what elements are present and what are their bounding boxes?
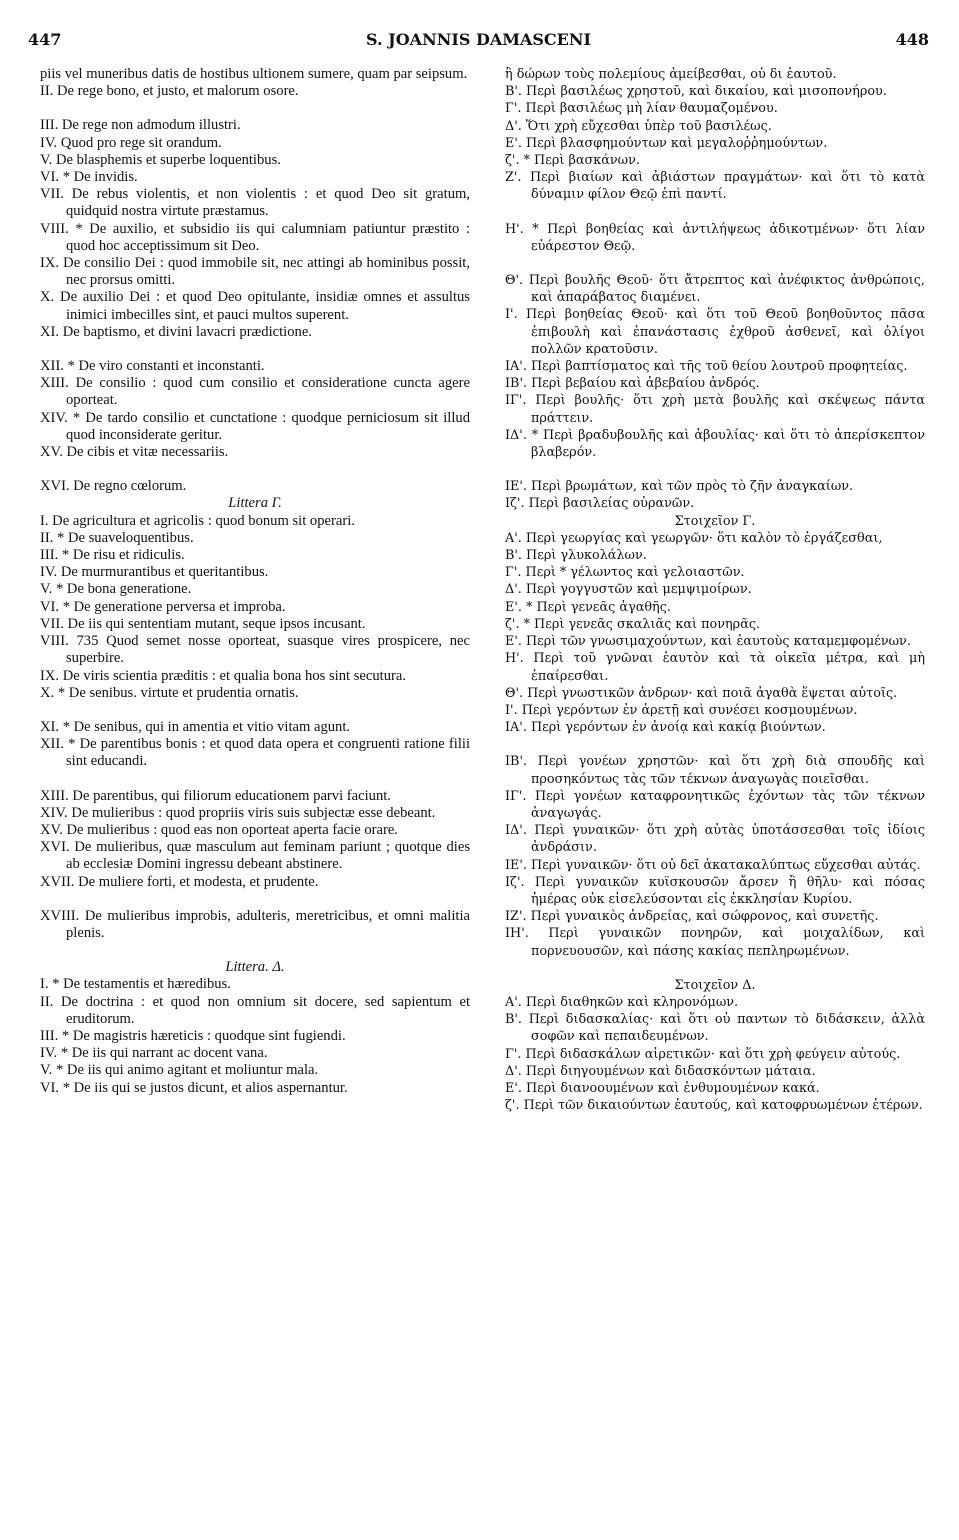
greek-list-item: Ε'. Περὶ βλασφημούντων καὶ μεγαλοῤῥημούντων. xyxy=(505,135,828,151)
left-page-number: 447 xyxy=(28,30,62,49)
latin-list-item: VI. * De generatione perversa et improba. xyxy=(40,598,286,615)
spacer xyxy=(505,255,925,272)
latin-list-item: piis vel muneribus datis de hostibus ultionem sumere, quam par seipsum. xyxy=(40,66,468,82)
latin-list-item: XVI. De mulieribus, quæ masculum aut feminam pariunt ; quotque dies ab ecclesiæ Domini ingressu debeant abstinere. xyxy=(40,839,470,873)
latin-list-item: I. * De testamentis et hæredibus. xyxy=(40,976,231,993)
greek-list-item: ΙΒ'. Περὶ γονέων χρηστῶν· καὶ ὅτι χρὴ διὰ σπουδῆς καὶ προσηκόντως τὰς τῶν τέκνων ἀναγωγὰς ποιεῖσθαι. xyxy=(505,754,925,787)
greek-list-item: ἢ δώρων τοὺς πολεμίους ἀμείβεσθαι, οὐ δι ἑαυτοῦ. xyxy=(505,67,837,82)
latin-list-item: V. * De iis qui animo agitant et moliuntur mala. xyxy=(40,1062,319,1079)
latin-list-item: III. * De magistris hæreticis : quodque sint fugiendi. xyxy=(40,1027,346,1044)
greek-list-item: Γ'. Περὶ βασιλέως μὴ λίαν θαυμαζομένου. xyxy=(505,101,778,117)
greek-list-item: Ε'. Περὶ διανοουμένων καὶ ἐνθυμουμένων κακά. xyxy=(505,1080,820,1096)
latin-list-item: VI. * De invidis. xyxy=(40,169,138,186)
spacer xyxy=(505,960,925,977)
greek-list-item: Β'. Περὶ βασιλέως χρηστοῦ, καὶ δικαίου, καὶ μισοπονήρου. xyxy=(505,84,887,100)
latin-list-item: IV. * De iis qui narrant ac docent vana. xyxy=(40,1045,268,1062)
latin-list-item: XIV. De mulieribus : quod propriis viris suis subjectæ esse debeant. xyxy=(40,804,436,821)
greek-list-item: Β'. Περὶ γλυκολάλων. xyxy=(505,548,647,564)
latin-list-item: XI. * De senibus, qui in amentia et vitio vitam agunt. xyxy=(40,718,351,735)
greek-list-item: ζ'. * Περὶ γενεᾶς σκαλιᾶς καὶ πονηρᾶς. xyxy=(505,616,761,632)
greek-list-item: Ι'. Περὶ βοηθείας Θεοῦ· καὶ ὅτι τοῦ Θεοῦ βοηθοῦντος πᾶσα ἐπιβουλὴ καὶ ἐπανάστασις ἐχθροῦ ἀσθενεῖ, καὶ ὀλίγοι πολλῶν κρατοῦσιν. xyxy=(505,307,925,357)
greek-list-item: Δ'. Περὶ γογγυστῶν καὶ μεμψιμοίρων. xyxy=(505,582,752,598)
greek-list-item: ΙΕ'. Περὶ βρωμάτων, καὶ τῶν πρὸς τὸ ζῆν ἀναγκαίων. xyxy=(505,479,854,495)
greek-list-item: Ζ'. Περὶ βιαίων καὶ ἀβιάστων πραγμάτων· καὶ ὅτι τὸ κατὰ δύναμιν φίλον Θεῷ ἐπὶ παντί. xyxy=(505,170,925,203)
latin-list-item: VII. De iis qui sententiam mutant, seque ipsos incusant. xyxy=(40,615,366,632)
greek-list-item: Δ'. Ὅτι χρὴ εὔχεσθαι ὑπὲρ τοῦ βασιλέως. xyxy=(505,118,772,134)
latin-list-item: IV. De murmurantibus et queritantibus. xyxy=(40,564,269,581)
latin-list-item: IX. De consilio Dei : quod immobile sit, nec attingi ab hominibus possit, nec prorsus omitti. xyxy=(40,255,470,289)
latin-list-item: X. * De senibus. virtute et prudentia ornatis. xyxy=(40,684,299,701)
greek-section-heading: Στοιχεῖον Δ. xyxy=(674,977,756,993)
spacer xyxy=(505,736,925,753)
spacer xyxy=(40,100,470,117)
page-header xyxy=(28,30,929,56)
latin-section-heading: Littera Γ. xyxy=(228,495,282,512)
latin-list-item: IX. De viris scientia præditis : et qualia bona hos sint secutura. xyxy=(40,667,406,684)
greek-list-item: Ε'. Περὶ τῶν γνωσιμαχούντων, καὶ ἑαυτοὺς καταμεμφομένων. xyxy=(505,634,911,650)
latin-list-item: VII. De rebus violentis, et non violentis : et quod Deo sit gratum, quidquid nostra virtute præstamus. xyxy=(40,186,470,220)
spacer xyxy=(40,702,470,719)
right-page-number: 448 xyxy=(895,30,929,49)
greek-list-item: Α'. Περὶ διαθηκῶν καὶ κληρονόμων. xyxy=(505,994,739,1010)
spacer xyxy=(505,204,925,221)
greek-list-item: ΙΖ'. Περὶ γυναικὸς ἀνδρείας, καὶ σώφρονος, καὶ συνετῆς. xyxy=(505,909,879,925)
latin-list-item: III. De rege non admodum illustri. xyxy=(40,117,241,134)
greek-list-item: ΙΗ'. Περὶ γυναικῶν πονηρῶν, καὶ μοιχαλίδων, καὶ πορνευουσῶν, καὶ πάσης κακίας πεπληρωμένων. xyxy=(505,926,925,959)
greek-list-item: Ι'. Περὶ γερόντων ἐν ἀρετῇ καὶ συνέσει κοσμουμένων. xyxy=(505,702,858,718)
latin-list-item: XVI. De regno cœlorum. xyxy=(40,478,187,495)
greek-section-heading: Στοιχεῖον Γ. xyxy=(674,513,756,529)
latin-list-item: XII. * De viro constanti et inconstanti. xyxy=(40,358,265,375)
greek-list-item: Δ'. Περὶ διηγουμένων καὶ διδασκόντων μάταια. xyxy=(505,1063,816,1079)
greek-list-item: Γ'. Περὶ διδασκάλων αἱρετικῶν· καὶ ὅτι χρὴ φεύγειν αὐτούς. xyxy=(505,1046,901,1062)
latin-list-item: XVIII. De mulieribus improbis, adulteris, meretricibus, et omni malitia plenis. xyxy=(40,907,470,941)
latin-list-item: VIII. 735 Quod semet nosse oporteat, suasque vires prospicere, nec superbire. xyxy=(40,633,470,667)
greek-list-item: Θ'. Περὶ γνωστικῶν ἀνδρων· καὶ ποιᾶ ἀγαθὰ ἕψεται αὐτοῖς. xyxy=(505,685,898,701)
spacer xyxy=(40,891,470,908)
greek-list-item: ΙΑ'. Περὶ βαπτίσματος καὶ τῆς τοῦ θείου λουτροῦ προφητείας. xyxy=(505,359,908,375)
latin-list-item: II. De rege bono, et justo, et malorum osore. xyxy=(40,83,299,100)
latin-list-item: II. * De suaveloquentibus. xyxy=(40,529,194,546)
spacer xyxy=(40,461,470,478)
latin-list-item: VIII. * De auxilio, et subsidio iis qui calumniam patiuntur præstito : quod hoc acceptissimum sit Deo. xyxy=(40,220,470,254)
greek-list-item: ζ'. Περὶ τῶν δικαιούντων ἑαυτούς, καὶ κατοφρυωμένων ἑτέρων. xyxy=(505,1098,923,1114)
latin-section-heading: Littera. Δ. xyxy=(225,959,285,976)
latin-list-item: III. * De risu et ridiculis. xyxy=(40,547,185,564)
greek-list-item: ζ'. * Περὶ βασκάνων. xyxy=(505,153,640,169)
greek-list-item: Ιζ'. Περὶ βασιλείας οὐρανῶν. xyxy=(505,496,695,512)
greek-list-item: Θ'. Περὶ βουλῆς Θεοῦ· ὅτι ἄτρεπτος καὶ ἀνέφικτος ἀνθρώποις, καὶ ἀπαράβατος διαμένει. xyxy=(505,273,925,306)
greek-list-item: ΙΓ'. Περὶ βουλῆς· ὅτι χρὴ μετὰ βουλῆς καὶ σκέψεως πάντα πράττειν. xyxy=(505,393,925,426)
latin-list-item: I. De agricultura et agricolis : quod bonum sit operari. xyxy=(40,512,355,529)
greek-list-item: ΙΔ'. Περὶ γυναικῶν· ὅτι χρὴ αὐτὰς ὑποτάσσεσθαι τοῖς ἰδίοις ἀνδράσιν. xyxy=(505,823,925,856)
greek-list-item: ΙΔ'. * Περὶ βραδυβουλῆς καὶ ἀβουλίας· καὶ ὅτι τὸ ἀπερίσκεπτον βλαβερόν. xyxy=(505,427,925,461)
latin-list-item: XVII. De muliere forti, et modesta, et prudente. xyxy=(40,873,319,890)
greek-list-item: ΙΕ'. Περὶ γυναικῶν· ὅτι οὐ δεῖ ἀκατακαλύπτως εὔχεσθαι αὐτάς. xyxy=(505,857,921,873)
spacer xyxy=(40,771,470,788)
latin-list-item: II. De doctrina : et quod non omnium sit docere, sed sapientum et eruditorum. xyxy=(40,993,470,1027)
latin-list-item: XII. * De parentibus bonis : et quod data opera et congruenti ratione filii sint educandi. xyxy=(40,736,470,770)
latin-list-item: XIII. De consilio : quod cum consilio et consideratione cuncta agere oporteat. xyxy=(40,375,470,409)
greek-list-item: Γ'. Περὶ * γέλωντος καὶ γελοιαστῶν. xyxy=(505,565,745,581)
greek-list-item: Η'. Περὶ τοῦ γνῶναι ἑαυτὸν καὶ τὰ οἰκεῖα μέτρα, καὶ μὴ ἐπαίρεσθαι. xyxy=(505,651,925,684)
latin-list-item: XI. De baptismo, et divini lavacri prædictione. xyxy=(40,323,312,340)
latin-list-item: V. De blasphemis et superbe loquentibus. xyxy=(40,151,281,168)
running-title: S. JOANNIS DAMASCENI xyxy=(366,30,591,49)
latin-list-item: V. * De bona generatione. xyxy=(40,581,192,598)
latin-list-item: VI. * De iis qui se justos dicunt, et alios aspernantur. xyxy=(40,1079,348,1096)
latin-list-item: X. De auxilio Dei : et quod Deo opitulante, insidiæ omnes et assultus inimici imbecilles sint, et pauci multos superent. xyxy=(40,289,470,323)
greek-column xyxy=(505,66,925,1114)
latin-column xyxy=(40,66,470,1097)
spacer xyxy=(40,341,470,358)
greek-list-item: Η'. * Περὶ βοηθείας καὶ ἀντιλήψεως ἀδικοτμένων· ὅτι λίαν εὐάρεστον Θεῷ. xyxy=(505,221,925,254)
greek-list-item: Α'. Περὶ γεωργίας καὶ γεωργῶν· ὅτι καλὸν τὸ ἐργάζεσθαι, xyxy=(505,530,883,546)
greek-list-item: Ε'. * Περὶ γενεᾶς ἀγαθῆς. xyxy=(505,599,671,615)
latin-list-item: IV. Quod pro rege sit orandum. xyxy=(40,134,222,151)
latin-list-item: XV. De mulieribus : quod eas non oporteat aperta facie orare. xyxy=(40,821,398,838)
latin-list-item: XV. De cibis et vitæ necessariis. xyxy=(40,444,229,461)
greek-list-item: ΙΒ'. Περὶ βεβαίου καὶ ἀβεβαίου ἀνδρός. xyxy=(505,376,760,392)
spacer xyxy=(505,461,925,478)
latin-list-item: XIV. * De tardo consilio et cunctatione : quodque perniciosum sit illud quod inconsiderate geritur. xyxy=(40,409,470,443)
latin-list-item: XIII. De parentibus, qui filiorum educationem parvi faciunt. xyxy=(40,787,391,804)
greek-list-item: Ιζ'. Περὶ γυναικῶν κυϊσκουσῶν ἄρσεν ἢ θῆλυ· καὶ πόσας ἡμέρας οὐκ εἰσελεύσονται εἰς ἐκκλησίαν Κυρίου. xyxy=(505,874,925,907)
greek-list-item: ΙΑ'. Περὶ γερόντων ἐν ἀνοίᾳ καὶ κακίᾳ βιούντων. xyxy=(505,720,826,736)
greek-list-item: Β'. Περὶ διδασκαλίας· καὶ ὅτι οὐ παντων τὸ διδάσκειν, ἀλλὰ σοφῶν καὶ πεπαιδευμένων. xyxy=(505,1012,925,1045)
spacer xyxy=(40,942,470,959)
greek-list-item: ΙΓ'. Περὶ γονέων καταφρονητικῶς ἐχόντων τὰς τῶν τέκνων ἀναγωγάς. xyxy=(505,788,925,821)
